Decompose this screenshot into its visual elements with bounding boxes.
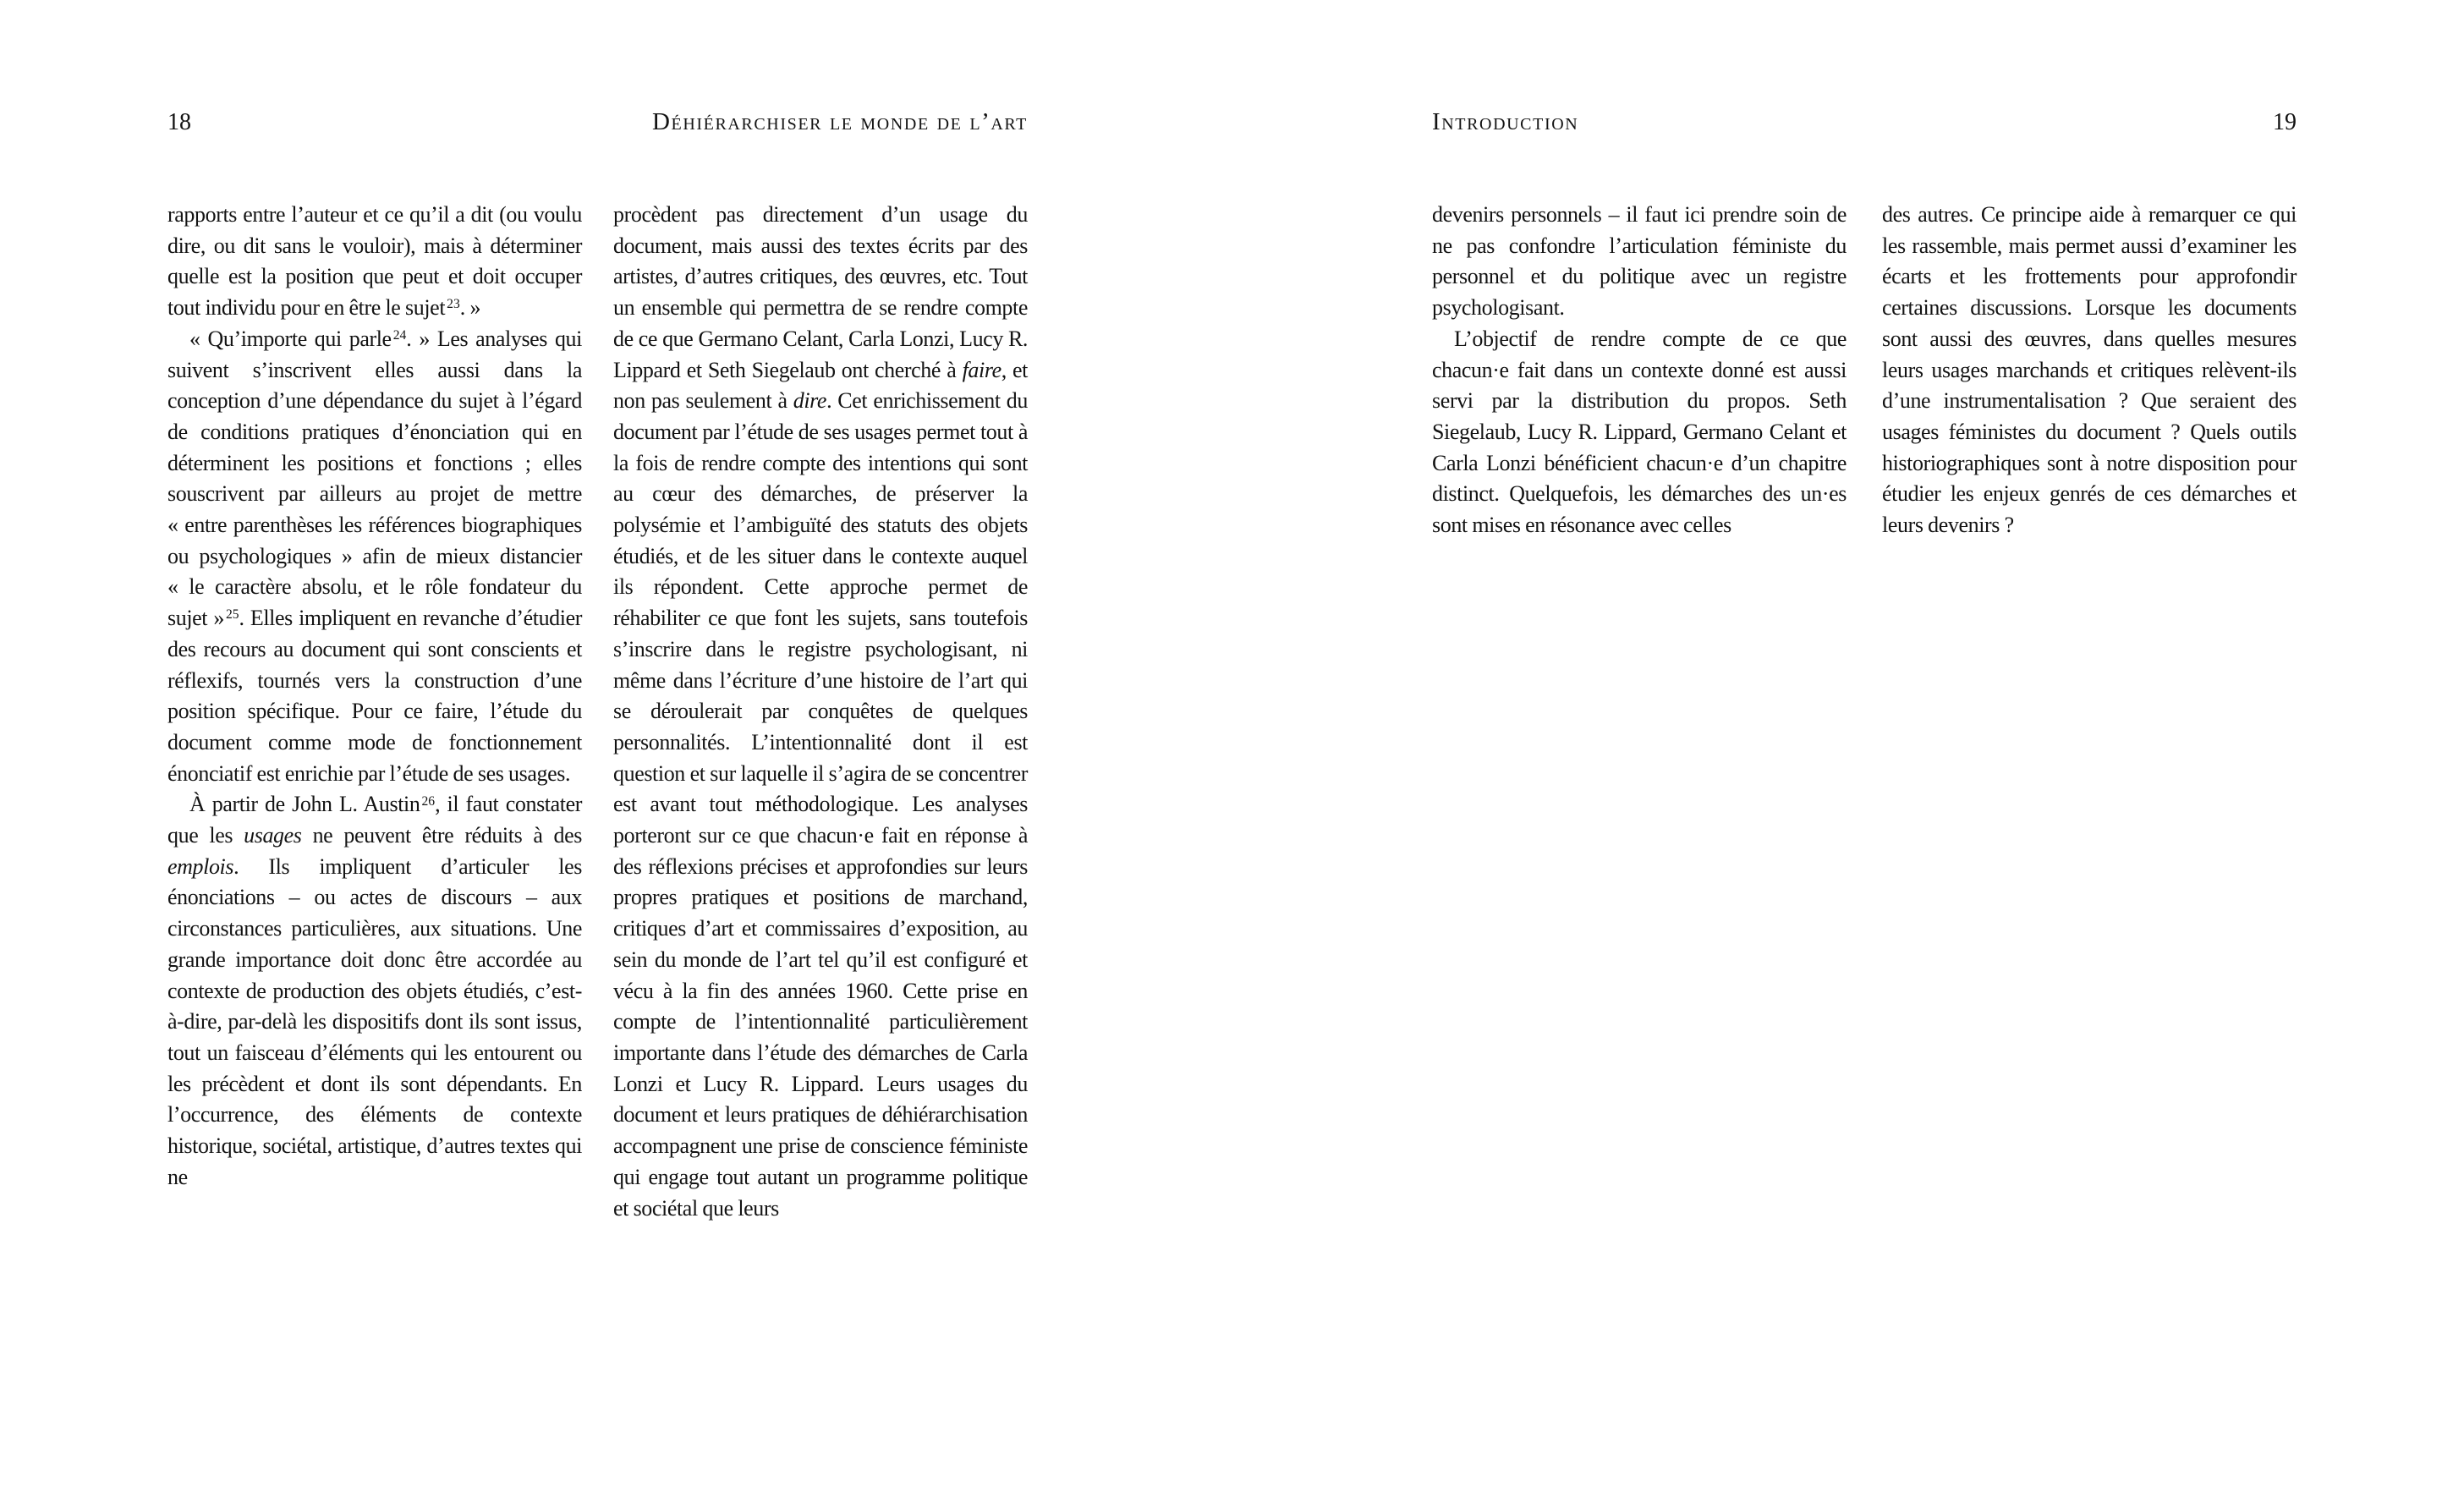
page-number-right: 19 [2273,109,2297,135]
text-run: , et non pas seulement à [613,357,1028,414]
footnote-reference: 26 [421,793,436,809]
text-run: L’objectif de rendre compte de ce que chacun·e fait dans un contexte donné est aussi servi par la distribution du propos. Seth Siegelaub, Lucy R. Lippard, Germano Celant et Carla Lonzi bénéficient chacun·e d’un chapitre distinct. Quelquefois, les démarches des un·es sont mises en résonance avec celles [1432,326,1847,538]
paragraph [167,200,582,324]
footnote-reference: 23 [447,297,460,312]
text-run: , il faut constater que les [167,792,582,848]
page-number-left: 18 [167,109,191,135]
text-run: « Qu’importe qui parle [189,326,392,351]
left-page-column-2 [613,200,1028,1224]
italic-text-run: usages [244,823,302,848]
text-run: procèdent pas directement d’un usage du document, mais aussi des textes écrits par des artistes, d’autres critiques, des œuvres, etc. Tout un ensemble qui permettra de se rendre compte de ce que Germano Celant, Carla Lonzi, Lucy R. Lippard et Seth Siegelaub ont cherché à [613,202,1028,382]
paragraph [167,324,582,790]
text-run: rapports entre l’auteur et ce qu’il a dit (ou voulu dire, ou dit sans le vouloir), mais à déterminer quelle est la position que peut et doit occuper tout individu pour en être le sujet [167,202,582,321]
italic-text-run: dire [793,388,827,414]
paragraph [1882,200,2297,541]
left-page-column-1 [167,200,582,1193]
paragraph [613,200,1028,1224]
text-run: . » Les analyses qui suivent s’inscrivent elles aussi dans la conception d’une dépendance du sujet à l’égard de conditions pratiques d’énonciation qui en déterminent les positions et fonctions ; elles souscrivent par ailleurs au projet de mettre « entre parenthèses les références biographiques ou psychologiques » afin de mieux distancier « le caractère absolu, et le rôle fondateur du sujet » [167,326,582,631]
italic-text-run: faire [962,357,1002,382]
paragraph [167,789,582,1193]
running-head-right: Introduction [1432,108,1579,135]
text-run: . Ils impliquent d’articuler les énonciations – ou actes de discours – aux circonstances particulières, aux situations. Une grande importance doit donc être accordée au contexte de production des objets étudiés, c’est-à-dire, par-delà les dispositifs dont ils sont issus, tout un faisceau d’éléments qui les entourent ou les précèdent et dont ils sont dépendants. En l’occurrence, des éléments de contexte historique, sociétal, artistique, d’autres textes qui ne [167,853,582,1189]
running-head-left: Déhiérarchiser le monde de l’art [651,108,1028,135]
text-run: ne peuvent être réduits à des [301,823,582,848]
text-run: . » [459,295,481,321]
paragraph [1432,324,1847,541]
text-run: À partir de John L. Austin [189,792,420,817]
right-page-column-1 [1432,200,1847,541]
italic-text-run: emplois [167,853,234,879]
text-run: des autres. Ce principe aide à remarquer ce qui les rassemble, mais permet aussi d’examiner les écarts et les frottements pour approfondir certaines discussions. Lorsque les documents sont aussi des œuvres, dans quelles mesures leurs usages marchands et critiques relèvent-ils d’une instrumentalisation ? Que seraient des usages féministes du document ? Quels outils historiographiques sont à notre disposition pour étudier les enjeux genrés de ces démarches et leurs devenirs ? [1882,202,2297,538]
footnote-reference: 25 [225,607,239,623]
text-run: . Cet enrichissement du document par l’étude de ses usages permet tout à la fois de rendre compte des intentions qui sont au cœur des démarches, de préserver la polysémie et l’ambiguïté des statuts des objets étudiés, et de les situer dans le contexte auquel ils répondent. Cette approche permet de réhabiliter ce que font les sujets, sans toutefois s’inscrire dans le registre psychologisant, ni même dans l’écriture d’une histoire de l’art qui se déroulerait par conquêtes de quelques personnalités. L’intentionnalité dont il est question et sur laquelle il s’agira de se concentrer est avant tout méthodologique. Les analyses porteront sur ce que chacun·e fait en réponse à des réflexions précises et approfondies sur leurs propres pratiques et positions de marchand, critiques d’art et commissaires d’exposition, au sein du monde de l’art tel qu’il est configuré et vécu à la fin des années 1960. Cette prise en compte de l’intentionnalité particulièrement importante dans l’étude des démarches de Carla Lonzi et Lucy R. Lippard. Leurs usages du document et leurs pratiques de déhiérarchisation accompagnent une prise de conscience féministe qui engage tout autant un programme politique et sociétal que leurs [613,388,1029,1221]
footnote-reference: 24 [392,328,407,343]
text-run: devenirs personnels – il faut ici prendre soin de ne pas confondre l’articulation féministe du personnel et du politique avec un registre psychologisant. [1432,202,1847,321]
text-run: . Elles impliquent en revanche d’étudier des recours au document qui sont conscients et réflexifs, tournés vers la construction d’une position spécifique. Pour ce faire, l’étude du document comme mode de fonctionnement énonciatif est enrichie par l’étude de ses usages. [167,606,582,786]
page-right-header [1432,108,2297,136]
right-page-column-2 [1882,200,2297,541]
page-left-header [167,108,1028,136]
page-right [1232,0,2464,1498]
paragraph [1432,200,1847,324]
